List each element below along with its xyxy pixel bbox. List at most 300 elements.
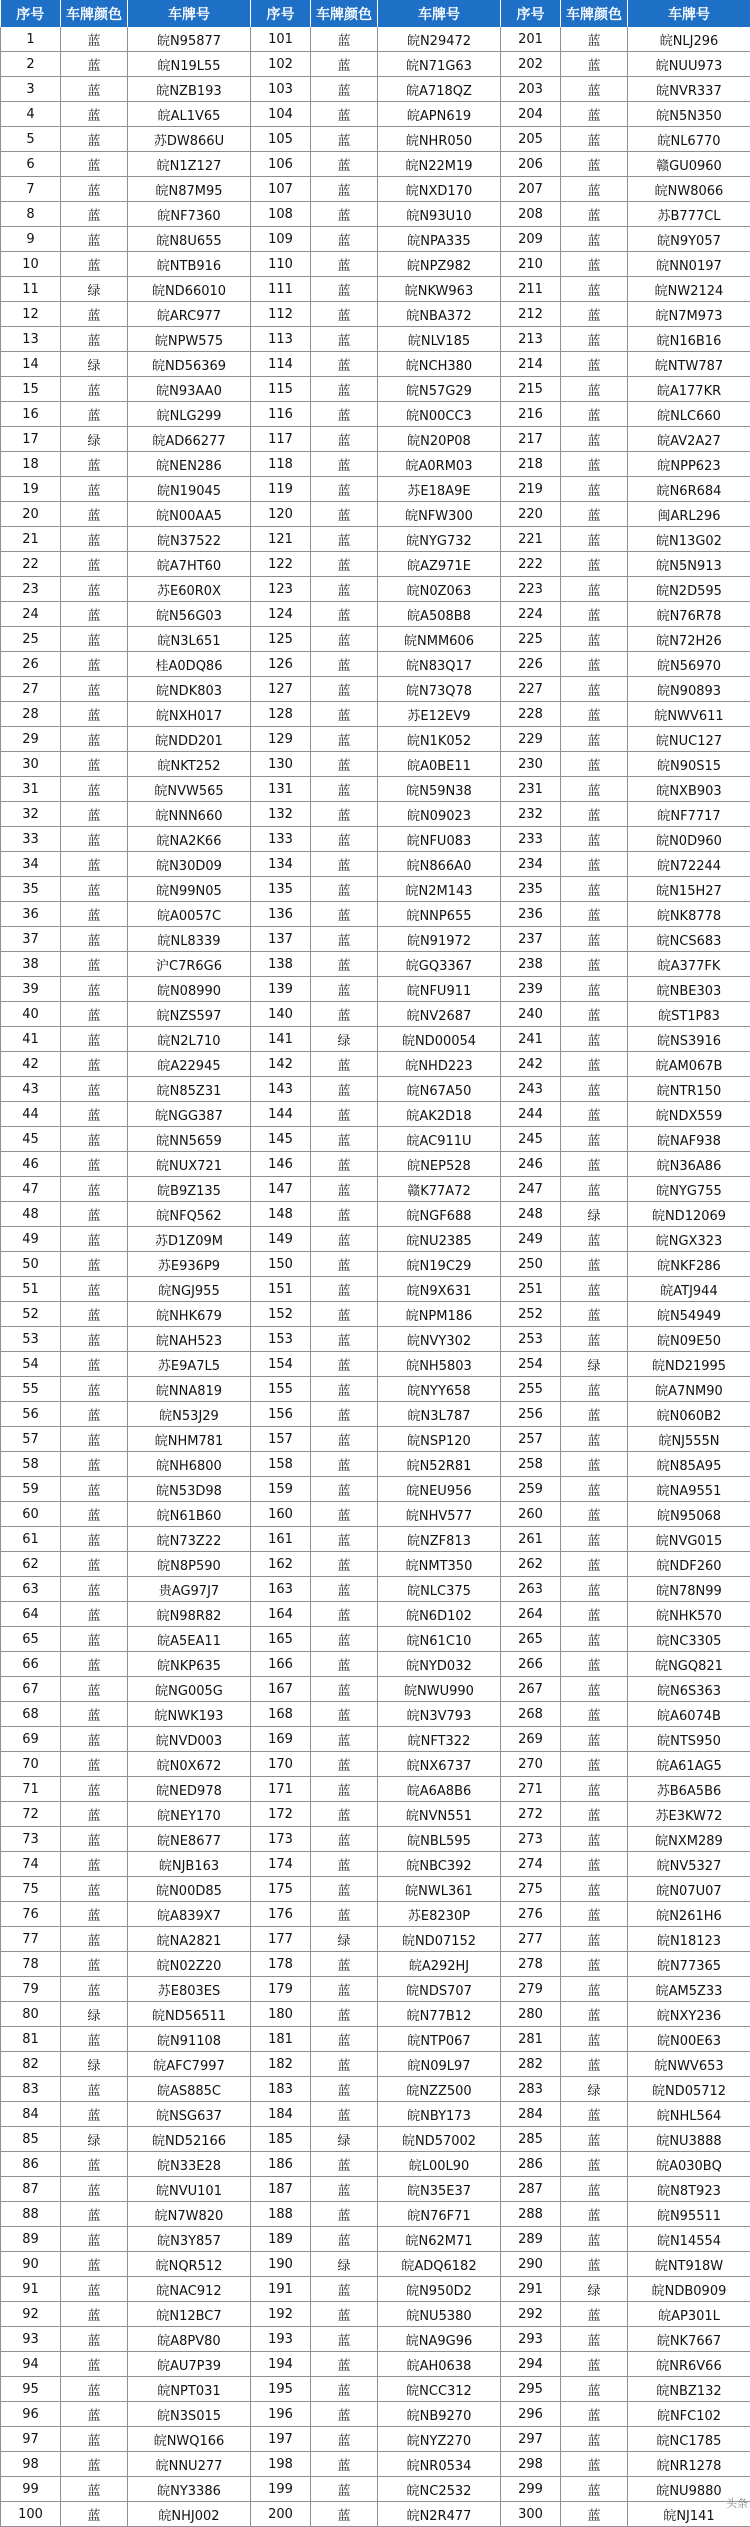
color-cell: 绿 (61, 427, 128, 452)
seq-cell: 177 (251, 1927, 311, 1952)
color-cell: 蓝 (61, 27, 128, 52)
color-cell: 蓝 (61, 2377, 128, 2402)
seq-cell: 247 (501, 1177, 561, 1202)
plate-cell: 皖NBA372 (378, 302, 501, 327)
color-cell: 蓝 (311, 902, 378, 927)
seq-cell: 141 (251, 1027, 311, 1052)
plate-cell: 皖NB9270 (378, 2402, 501, 2427)
table-row (1, 1327, 750, 1352)
color-cell: 蓝 (561, 777, 628, 802)
color-cell: 蓝 (61, 677, 128, 702)
seq-cell: 61 (1, 1527, 61, 1552)
seq-cell: 114 (251, 352, 311, 377)
seq-cell: 29 (1, 727, 61, 752)
table-row (1, 527, 750, 552)
color-cell: 蓝 (561, 977, 628, 1002)
seq-cell: 152 (251, 1302, 311, 1327)
color-cell: 蓝 (61, 1202, 128, 1227)
color-cell: 蓝 (311, 327, 378, 352)
table-row (1, 2327, 750, 2352)
color-cell: 蓝 (311, 1852, 378, 1877)
color-cell: 蓝 (61, 2402, 128, 2427)
plate-cell: 皖N1K052 (378, 727, 501, 752)
color-cell: 蓝 (311, 427, 378, 452)
table-row (1, 2077, 750, 2102)
table-row (1, 502, 750, 527)
color-cell: 蓝 (61, 127, 128, 152)
seq-cell: 241 (501, 1027, 561, 1052)
color-cell: 蓝 (311, 2202, 378, 2227)
table-row (1, 2502, 750, 2527)
plate-cell: 皖ND57002 (378, 2127, 501, 2152)
seq-cell: 284 (501, 2102, 561, 2127)
seq-cell: 20 (1, 502, 61, 527)
seq-cell: 104 (251, 102, 311, 127)
table-row (1, 1002, 750, 1027)
plate-cell: 皖ND56369 (128, 352, 251, 377)
seq-cell: 30 (1, 752, 61, 777)
color-cell: 蓝 (61, 2452, 128, 2477)
plate-cell: 皖N09023 (378, 802, 501, 827)
plate-cell: 皖A839X7 (128, 1902, 251, 1927)
plate-cell: 皖NCS683 (628, 927, 750, 952)
plate-cell: 皖A508B8 (378, 602, 501, 627)
color-cell: 蓝 (561, 1927, 628, 1952)
seq-cell: 120 (251, 502, 311, 527)
plate-cell: 皖NKT252 (128, 752, 251, 777)
seq-cell: 294 (501, 2352, 561, 2377)
table-row (1, 1177, 750, 1202)
plate-cell: 皖NXY236 (628, 2002, 750, 2027)
plate-cell: 皖AP301L (628, 2302, 750, 2327)
color-cell: 蓝 (561, 1702, 628, 1727)
color-cell: 蓝 (561, 127, 628, 152)
table-row (1, 2227, 750, 2252)
seq-cell: 211 (501, 277, 561, 302)
seq-cell: 163 (251, 1577, 311, 1602)
plate-cell: 皖NSP120 (378, 1427, 501, 1452)
color-cell: 蓝 (561, 2177, 628, 2202)
color-cell: 蓝 (561, 1252, 628, 1277)
seq-cell: 50 (1, 1252, 61, 1277)
seq-cell: 280 (501, 2002, 561, 2027)
color-cell: 蓝 (61, 1452, 128, 1477)
plate-cell: 皖N16B16 (628, 327, 750, 352)
seq-cell: 296 (501, 2402, 561, 2427)
color-cell: 蓝 (61, 1077, 128, 1102)
watermark: 头条 (726, 2495, 748, 2511)
color-cell: 蓝 (311, 1802, 378, 1827)
color-cell: 蓝 (311, 377, 378, 402)
color-cell: 蓝 (311, 302, 378, 327)
seq-cell: 292 (501, 2302, 561, 2327)
plate-cell: 皖NPP623 (628, 452, 750, 477)
plate-cell: 皖NYY658 (378, 1377, 501, 1402)
color-cell: 蓝 (311, 1227, 378, 1252)
table-row (1, 327, 750, 352)
plate-cell: 皖NPT031 (128, 2377, 251, 2402)
seq-cell: 49 (1, 1227, 61, 1252)
table-row (1, 1127, 750, 1152)
color-cell: 蓝 (311, 1352, 378, 1377)
plate-cell: 皖N18123 (628, 1927, 750, 1952)
plate-cell: 皖N2R477 (378, 2502, 501, 2527)
seq-cell: 35 (1, 877, 61, 902)
color-cell: 蓝 (61, 2177, 128, 2202)
color-cell: 蓝 (561, 2002, 628, 2027)
seq-cell: 252 (501, 1302, 561, 1327)
seq-cell: 74 (1, 1852, 61, 1877)
color-cell: 蓝 (561, 1027, 628, 1052)
seq-cell: 260 (501, 1502, 561, 1527)
plate-cell: 皖N02Z20 (128, 1952, 251, 1977)
seq-cell: 108 (251, 202, 311, 227)
plate-cell: 皖N950D2 (378, 2277, 501, 2302)
plate-cell: 皖NZS597 (128, 1002, 251, 1027)
color-cell: 蓝 (311, 1377, 378, 1402)
color-cell: 蓝 (561, 927, 628, 952)
seq-cell: 176 (251, 1902, 311, 1927)
table-row (1, 1377, 750, 1402)
table-row (1, 152, 750, 177)
color-cell: 蓝 (311, 652, 378, 677)
plate-cell: 皖N09E50 (628, 1327, 750, 1352)
seq-cell: 24 (1, 602, 61, 627)
color-cell: 蓝 (61, 2477, 128, 2502)
seq-cell: 215 (501, 377, 561, 402)
seq-cell: 119 (251, 477, 311, 502)
plate-cell: 皖N73Z22 (128, 1527, 251, 1552)
color-cell: 蓝 (311, 1677, 378, 1702)
seq-cell: 88 (1, 2202, 61, 2227)
plate-cell: 皖N15H27 (628, 877, 750, 902)
color-cell: 蓝 (61, 927, 128, 952)
color-cell: 蓝 (561, 852, 628, 877)
color-cell: 蓝 (61, 1302, 128, 1327)
plate-cell: 皖NKW963 (378, 277, 501, 302)
color-cell: 蓝 (561, 377, 628, 402)
table-row (1, 1577, 750, 1602)
color-cell: 蓝 (561, 2327, 628, 2352)
color-cell: 蓝 (561, 252, 628, 277)
color-cell: 蓝 (61, 152, 128, 177)
plate-cell: 皖N56G03 (128, 602, 251, 627)
plate-cell: 皖NJ555N (628, 1427, 750, 1452)
plate-cell: 皖NVG015 (628, 1527, 750, 1552)
color-cell: 蓝 (561, 752, 628, 777)
color-cell: 蓝 (61, 1277, 128, 1302)
seq-cell: 33 (1, 827, 61, 852)
plate-cell: 皖NK8778 (628, 902, 750, 927)
seq-cell: 256 (501, 1402, 561, 1427)
seq-cell: 198 (251, 2452, 311, 2477)
plate-cell: 皖NTB916 (128, 252, 251, 277)
plate-cell: 皖AFC7997 (128, 2052, 251, 2077)
seq-cell: 207 (501, 177, 561, 202)
table-row (1, 1427, 750, 1452)
plate-cell: 皖NR6V66 (628, 2352, 750, 2377)
plate-cell: 皖AK2D18 (378, 1102, 501, 1127)
color-cell: 蓝 (561, 2452, 628, 2477)
seq-cell: 58 (1, 1452, 61, 1477)
seq-cell: 41 (1, 1027, 61, 1052)
plate-cell: 皖NVU101 (128, 2177, 251, 2202)
color-cell: 蓝 (311, 752, 378, 777)
plate-cell: 苏E60R0X (128, 577, 251, 602)
seq-cell: 48 (1, 1202, 61, 1227)
plate-cell: 皖NV5327 (628, 1852, 750, 1877)
table-row (1, 1602, 750, 1627)
color-cell: 蓝 (61, 102, 128, 127)
color-cell: 蓝 (561, 477, 628, 502)
color-cell: 蓝 (561, 1227, 628, 1252)
table-row (1, 802, 750, 827)
plate-cell: 皖NK7667 (628, 2327, 750, 2352)
header-seq: 序号 (1, 0, 61, 27)
color-cell: 绿 (61, 277, 128, 302)
plate-cell: 皖NNA819 (128, 1377, 251, 1402)
color-cell: 蓝 (561, 727, 628, 752)
color-cell: 蓝 (311, 2452, 378, 2477)
plate-cell: 皖NBL595 (378, 1827, 501, 1852)
color-cell: 蓝 (61, 752, 128, 777)
plate-cell: 皖N3Y857 (128, 2227, 251, 2252)
color-cell: 蓝 (61, 902, 128, 927)
color-cell: 蓝 (561, 2252, 628, 2277)
plate-cell: 皖NR1278 (628, 2452, 750, 2477)
plate-cell: 皖ADQ6182 (378, 2252, 501, 2277)
color-cell: 蓝 (61, 977, 128, 1002)
seq-cell: 199 (251, 2477, 311, 2502)
color-cell: 蓝 (61, 1952, 128, 1977)
plate-cell: 皖NBZ132 (628, 2377, 750, 2402)
plate-cell: 皖N93AA0 (128, 377, 251, 402)
seq-cell: 298 (501, 2452, 561, 2477)
seq-cell: 44 (1, 1102, 61, 1127)
plate-cell: 皖N0X672 (128, 1752, 251, 1777)
seq-cell: 254 (501, 1352, 561, 1377)
color-cell: 蓝 (311, 277, 378, 302)
plate-cell: 皖NUU973 (628, 52, 750, 77)
color-cell: 蓝 (561, 1402, 628, 1427)
seq-cell: 28 (1, 702, 61, 727)
table-row (1, 1627, 750, 1652)
color-cell: 蓝 (311, 2302, 378, 2327)
color-cell: 蓝 (561, 1377, 628, 1402)
table-row (1, 2477, 750, 2502)
color-cell: 蓝 (61, 1427, 128, 1452)
plate-cell: 皖N5N350 (628, 102, 750, 127)
plate-cell: 皖N95877 (128, 27, 251, 52)
table-row (1, 177, 750, 202)
color-cell: 蓝 (61, 1702, 128, 1727)
seq-cell: 273 (501, 1827, 561, 1852)
plate-cell: 皖NEU956 (378, 1477, 501, 1502)
color-cell: 蓝 (561, 2302, 628, 2327)
seq-cell: 47 (1, 1177, 61, 1202)
table-row (1, 1552, 750, 1577)
plate-cell: 皖NZZ500 (378, 2077, 501, 2102)
plate-cell: 苏E9A7L5 (128, 1352, 251, 1377)
plate-cell: 皖NGX323 (628, 1227, 750, 1252)
color-cell: 蓝 (561, 2227, 628, 2252)
plate-cell: 皖NX6737 (378, 1752, 501, 1777)
plate-cell: 桂A0DQ86 (128, 652, 251, 677)
color-cell: 蓝 (311, 177, 378, 202)
seq-cell: 194 (251, 2352, 311, 2377)
header-color: 车牌颜色 (61, 0, 128, 27)
plate-cell: 皖NSG637 (128, 2102, 251, 2127)
seq-cell: 27 (1, 677, 61, 702)
plate-cell: 赣K77A72 (378, 1177, 501, 1202)
color-cell: 蓝 (311, 1727, 378, 1752)
color-cell: 蓝 (561, 352, 628, 377)
plate-cell: 皖NBC392 (378, 1852, 501, 1877)
seq-cell: 81 (1, 2027, 61, 2052)
table-row (1, 427, 750, 452)
seq-cell: 46 (1, 1152, 61, 1177)
plate-cell: 皖N8P590 (128, 1552, 251, 1577)
plate-cell: 皖NYG732 (378, 527, 501, 552)
color-cell: 蓝 (561, 2477, 628, 2502)
seq-cell: 23 (1, 577, 61, 602)
seq-cell: 218 (501, 452, 561, 477)
color-cell: 蓝 (561, 277, 628, 302)
seq-cell: 59 (1, 1477, 61, 1502)
plate-cell: 皖N76R78 (628, 602, 750, 627)
seq-cell: 122 (251, 552, 311, 577)
table-row (1, 1927, 750, 1952)
color-cell: 蓝 (61, 952, 128, 977)
table-row (1, 127, 750, 152)
color-cell: 蓝 (561, 202, 628, 227)
plate-cell: 皖N13G02 (628, 527, 750, 552)
plate-cell: 赣GU0960 (628, 152, 750, 177)
seq-cell: 53 (1, 1327, 61, 1352)
plate-cell: 皖A292HJ (378, 1952, 501, 1977)
color-cell: 蓝 (311, 2277, 378, 2302)
color-cell: 蓝 (61, 252, 128, 277)
color-cell: 蓝 (311, 527, 378, 552)
color-cell: 蓝 (561, 152, 628, 177)
seq-cell: 15 (1, 377, 61, 402)
table-row (1, 2202, 750, 2227)
color-cell: 蓝 (311, 877, 378, 902)
plate-cell: 皖N0Z063 (378, 577, 501, 602)
plate-cell: 皖N87M95 (128, 177, 251, 202)
seq-cell: 5 (1, 127, 61, 152)
color-cell: 蓝 (561, 1177, 628, 1202)
seq-cell: 107 (251, 177, 311, 202)
color-cell: 蓝 (311, 2352, 378, 2377)
plate-cell: 皖A22945 (128, 1052, 251, 1077)
seq-cell: 228 (501, 702, 561, 727)
color-cell: 蓝 (61, 1177, 128, 1202)
plate-cell: 皖N53J29 (128, 1402, 251, 1427)
table-row (1, 2027, 750, 2052)
plate-cell: 沪C7R6G6 (128, 952, 251, 977)
plate-cell: 皖NC2532 (378, 2477, 501, 2502)
color-cell: 蓝 (311, 477, 378, 502)
plate-cell: 皖NY3386 (128, 2477, 251, 2502)
color-cell: 蓝 (61, 302, 128, 327)
table-row (1, 1752, 750, 1777)
color-cell: 绿 (561, 1352, 628, 1377)
plate-cell: 皖NWQ166 (128, 2427, 251, 2452)
plate-cell: 皖NWK193 (128, 1702, 251, 1727)
seq-cell: 178 (251, 1952, 311, 1977)
plate-cell: 皖N91972 (378, 927, 501, 952)
seq-cell: 160 (251, 1502, 311, 1527)
plate-cell: 皖NFC102 (628, 2402, 750, 2427)
seq-cell: 190 (251, 2252, 311, 2277)
plate-cell: 皖N61B60 (128, 1502, 251, 1527)
plate-cell: 皖AD66277 (128, 427, 251, 452)
plate-cell: 皖NFQ562 (128, 1202, 251, 1227)
color-cell: 蓝 (311, 1102, 378, 1127)
color-cell: 蓝 (561, 1827, 628, 1852)
color-cell: 蓝 (561, 2377, 628, 2402)
plate-cell: 皖NLC375 (378, 1577, 501, 1602)
color-cell: 蓝 (61, 2352, 128, 2377)
color-cell: 蓝 (311, 1152, 378, 1177)
color-cell: 蓝 (311, 1202, 378, 1227)
seq-cell: 170 (251, 1752, 311, 1777)
plate-cell: 皖NXD170 (378, 177, 501, 202)
seq-cell: 106 (251, 152, 311, 177)
seq-cell: 90 (1, 2252, 61, 2277)
table-row (1, 1952, 750, 1977)
color-cell: 蓝 (311, 2377, 378, 2402)
seq-cell: 257 (501, 1427, 561, 1452)
seq-cell: 184 (251, 2102, 311, 2127)
plate-cell: 苏E936P9 (128, 1252, 251, 1277)
seq-cell: 233 (501, 827, 561, 852)
table-row (1, 1077, 750, 1102)
seq-cell: 275 (501, 1877, 561, 1902)
plate-cell: 皖N3V793 (378, 1702, 501, 1727)
plate-cell: 皖NDK803 (128, 677, 251, 702)
plate-cell: 皖NWV653 (628, 2052, 750, 2077)
seq-cell: 60 (1, 1502, 61, 1527)
plate-cell: 皖NNU277 (128, 2452, 251, 2477)
color-cell: 蓝 (561, 2402, 628, 2427)
plate-cell: 皖NUC127 (628, 727, 750, 752)
plate-cell: 皖ST1P83 (628, 1002, 750, 1027)
seq-cell: 293 (501, 2327, 561, 2352)
seq-cell: 221 (501, 527, 561, 552)
seq-cell: 202 (501, 52, 561, 77)
seq-cell: 250 (501, 1252, 561, 1277)
plate-cell: 苏E803ES (128, 1977, 251, 2002)
color-cell: 蓝 (311, 202, 378, 227)
color-cell: 蓝 (561, 1902, 628, 1927)
table-row (1, 1452, 750, 1477)
seq-cell: 167 (251, 1677, 311, 1702)
plate-cell: 皖NTP067 (378, 2027, 501, 2052)
table-row (1, 677, 750, 702)
seq-cell: 6 (1, 152, 61, 177)
table-row (1, 902, 750, 927)
plate-cell: 皖AM5Z33 (628, 1977, 750, 2002)
plate-cell: 皖NGF688 (378, 1202, 501, 1227)
seq-cell: 84 (1, 2102, 61, 2127)
plate-cell: 皖NFW300 (378, 502, 501, 527)
plate-cell: 皖A6A8B6 (378, 1777, 501, 1802)
table-row (1, 302, 750, 327)
plate-cell: 皖N5N913 (628, 552, 750, 577)
plate-cell: 皖N6D102 (378, 1602, 501, 1627)
